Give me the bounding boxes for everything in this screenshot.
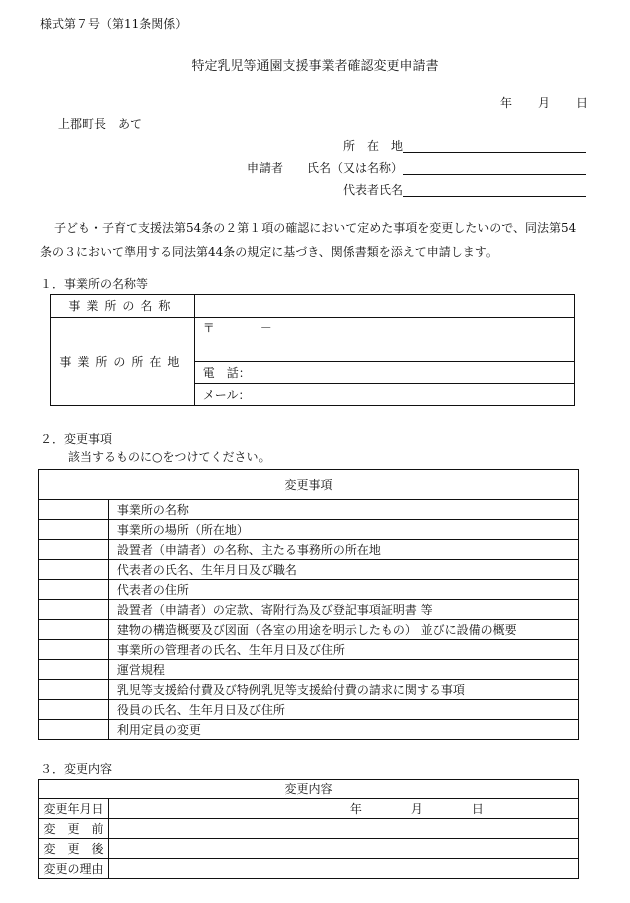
change-item-row: [39, 680, 579, 700]
change-item-mark-cell[interactable]: [39, 680, 109, 700]
section1-heading: １．事業所の名称等: [40, 277, 149, 291]
change-date-day: 日: [471, 802, 484, 816]
addressee: 上郡町長 あて: [58, 117, 143, 131]
section3-heading: ３．変更内容: [40, 762, 113, 776]
change-item-mark-cell[interactable]: [39, 720, 109, 740]
applicant-representative-label: 代表者氏名: [343, 183, 404, 197]
change-item-label: 設置者（申請者）の定款、寄附行為及び登記事項証明書 等: [108, 600, 578, 620]
before-change-field[interactable]: [108, 819, 578, 839]
date-year-label: 年: [500, 96, 513, 110]
change-item-mark-cell[interactable]: [39, 580, 109, 600]
change-item-label: 利用定員の変更: [108, 720, 578, 740]
phone-label: 電 話：: [202, 365, 251, 380]
applicant-name-label: 氏名（又は名称）: [307, 161, 404, 175]
before-change-label: 変 更 前: [39, 819, 109, 839]
change-item-mark-cell[interactable]: [39, 660, 109, 680]
change-item-label: 設置者（申請者）の名称、主たる事務所の所在地: [108, 540, 578, 560]
applicant-name-line[interactable]: [403, 174, 586, 175]
change-item-row: [39, 640, 579, 660]
change-item-row: [39, 560, 579, 580]
change-item-row: [39, 660, 579, 680]
change-item-label: 事業所の名称: [108, 500, 578, 520]
applicant-representative-line[interactable]: [403, 196, 586, 197]
change-item-mark-cell[interactable]: [39, 540, 109, 560]
section2-heading: ２．変更事項: [40, 432, 113, 446]
postal-mark: 〒: [202, 321, 215, 335]
change-item-label: 役員の氏名、生年月日及び住所: [108, 700, 578, 720]
change-item-label: 事業所の管理者の氏名、生年月日及び住所: [108, 640, 578, 660]
change-item-row: [39, 600, 579, 620]
change-item-mark-cell[interactable]: [39, 500, 109, 520]
change-item-label: 代表者の住所: [108, 580, 578, 600]
form-number: 様式第７号（第11条関係）: [40, 17, 188, 31]
change-item-label: 建物の構造概要及び図面（各室の用途を明示したもの） 並びに設備の概要: [108, 620, 578, 640]
change-item-row: [39, 720, 579, 740]
applicant-address-line[interactable]: [403, 152, 586, 153]
change-details-header: 変更内容: [39, 780, 579, 799]
change-item-row: [39, 700, 579, 720]
change-item-row: [39, 580, 579, 600]
change-items-table: [38, 469, 579, 740]
intro-paragraph: 子ども・子育て支援法第54条の２第１項の確認において定めた事項を変更したいので、同法第54条の３において準用する同法第44条の規定に基づき、関係書類を添えて申請します。: [40, 221, 577, 259]
applicant-section-label: 申請者: [247, 161, 284, 175]
postal-dash: －: [259, 321, 272, 335]
applicant-address-label: 所 在 地: [343, 139, 404, 153]
change-date-year: 年: [349, 802, 362, 816]
facility-name-field[interactable]: [194, 295, 574, 318]
facility-info-table: [50, 294, 575, 406]
facility-name-label: 事業所の名称: [68, 299, 177, 313]
change-items-body: [39, 500, 579, 740]
change-reason-label: 変更の理由: [39, 859, 109, 879]
change-item-row: [39, 520, 579, 540]
facility-postal-field[interactable]: [194, 318, 574, 362]
change-item-mark-cell[interactable]: [39, 620, 109, 640]
change-item-mark-cell[interactable]: [39, 640, 109, 660]
change-item-mark-cell[interactable]: [39, 520, 109, 540]
change-item-label: 代表者の氏名、生年月日及び職名: [108, 560, 578, 580]
after-change-field[interactable]: [108, 839, 578, 859]
change-item-label: 乳児等支援給付費及び特例乳児等支援給付費の請求に関する事項: [108, 680, 578, 700]
change-items-header: 変更事項: [39, 470, 579, 500]
change-item-row: [39, 540, 579, 560]
change-item-label: 事業所の場所（所在地）: [108, 520, 578, 540]
page-title: 特定乳児等通園支援事業者確認変更申請書: [191, 59, 439, 74]
change-item-label: 運営規程: [108, 660, 578, 680]
change-item-mark-cell[interactable]: [39, 600, 109, 620]
change-date-month: 月: [410, 802, 423, 816]
after-change-label: 変 更 後: [39, 839, 109, 859]
date-day-label: 日: [576, 96, 589, 110]
change-reason-field[interactable]: [108, 859, 578, 879]
change-date-label: 変更年月日: [39, 799, 109, 819]
facility-location-label: 事業所の所在地: [59, 354, 186, 369]
facility-email-field[interactable]: [194, 384, 574, 406]
change-item-mark-cell[interactable]: [39, 560, 109, 580]
change-item-mark-cell[interactable]: [39, 700, 109, 720]
change-date-field[interactable]: [108, 799, 578, 819]
date-month-label: 月: [538, 96, 551, 110]
change-details-table: [38, 779, 579, 879]
change-item-row: [39, 620, 579, 640]
section2-instruction: 該当するものに○をつけてください。: [68, 450, 271, 464]
email-label: メール：: [202, 387, 251, 402]
facility-phone-field[interactable]: [194, 362, 574, 384]
change-item-row: [39, 500, 579, 520]
